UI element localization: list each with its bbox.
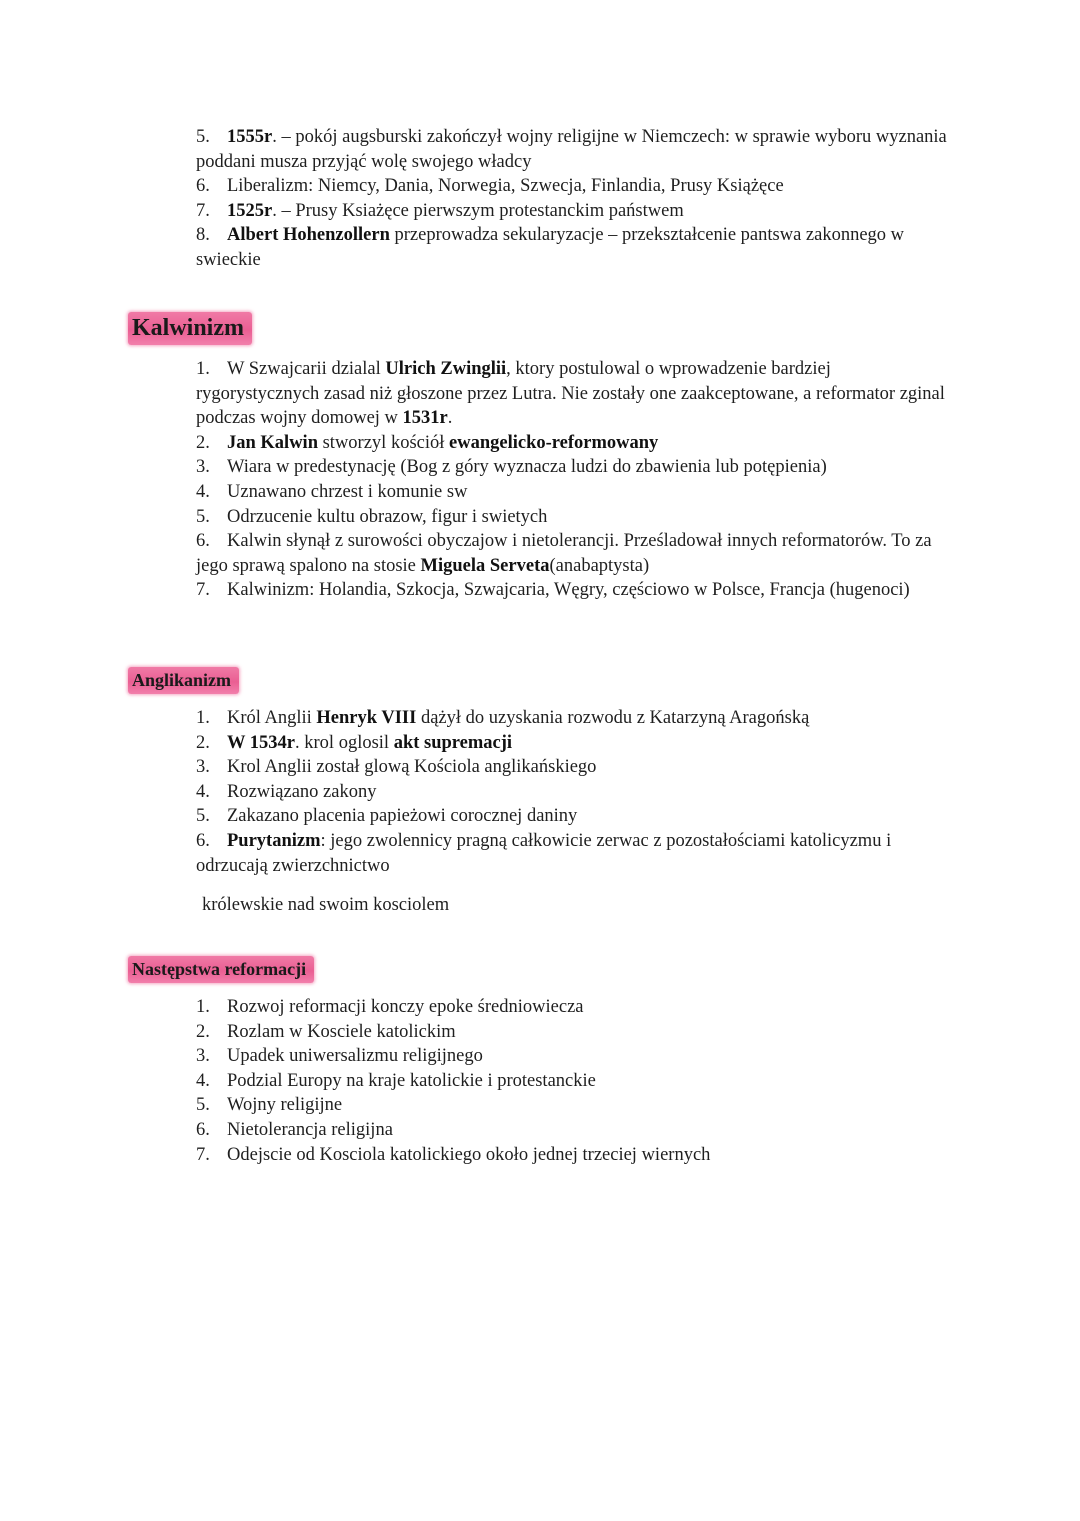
list-item: 2. Rozlam w Kosciele katolickim xyxy=(196,1021,456,1042)
list-item: 8. Albert Hohenzollern przeprowadza sekularyzacje – przekształcenie pantswa zakonnego w swieckie xyxy=(196,225,905,270)
nastepstwa-list xyxy=(196,995,956,1167)
list-item: 3. Upadek uniwersalizmu religijnego xyxy=(196,1046,483,1067)
list-item: 7. Kalwinizm: Holandia, Szkocja, Szwajcaria, Węgry, częściowo w Polsce, Francja (hugenoci) xyxy=(196,580,910,601)
luther-list xyxy=(196,125,956,273)
section-heading-kalwinizm: Kalwinizm xyxy=(128,312,252,345)
anglikanizm-continuation: królewskie nad swoim kosciolem xyxy=(202,895,450,915)
list-item: 6. Kalwin słynął z surowości obyczajow i nietolerancji. Prześladował innych reformatorów. To za jego sprawą spalono na stosie Miguela Serveta(anabaptysta) xyxy=(196,531,932,576)
list-item: 6. Nietolerancja religijna xyxy=(196,1119,393,1140)
list-item: 5. 1555r. – pokój augsburski zakończył wojny religijne w Niemczech: w sprawie wyboru wyznania poddani musza przyjąć wolę swojego władcy xyxy=(196,127,947,172)
list-item: 4. Podzial Europy na kraje katolickie i protestanckie xyxy=(196,1070,596,1091)
list-item: 6. Liberalizm: Niemcy, Dania, Norwegia, Szwecja, Finlandia, Prusy Książęce xyxy=(196,176,784,197)
list-item: 7. 1525r. – Prusy Ksiażęce pierwszym protestanckim państwem xyxy=(196,200,684,221)
list-item: 4. Rozwiązano zakony xyxy=(196,781,377,802)
list-item: 1. W Szwajcarii dzialal Ulrich Zwinglii, ktory postulowal o wprowadzenie bardziej rygorystycznych zasad niż głoszone przez Lutra. Nie zostały one zaakceptowane, a reformator zginal podczas wojny domowej w 1531r. xyxy=(196,359,945,429)
section-heading-nastepstwa: Następstwa reformacji xyxy=(128,956,314,983)
list-item: 1. Król Anglii Henryk VIII dążył do uzyskania rozwodu z Katarzyną Aragońską xyxy=(196,708,810,728)
list-item: 5. Odrzucenie kultu obrazow, figur i swietych xyxy=(196,506,548,527)
section-heading-anglikanizm: Anglikanizm xyxy=(128,667,239,694)
list-item: 1. Rozwoj reformacji konczy epoke średniowiecza xyxy=(196,997,584,1017)
list-item: 3. Krol Anglii został glową Kościola anglikańskiego xyxy=(196,757,597,778)
anglikanizm-list xyxy=(196,706,956,878)
list-item: 7. Odejscie od Kosciola katolickiego około jednej trzeciej wiernych xyxy=(196,1144,711,1165)
list-item: 3. Wiara w predestynację (Bog z góry wyznacza ludzi do zbawienia lub potępienia) xyxy=(196,457,827,478)
list-item: 5. Zakazano placenia papieżowi corocznej daniny xyxy=(196,806,578,827)
list-item: 4. Uznawano chrzest i komunie sw xyxy=(196,481,468,502)
list-item: 2. W 1534r. krol oglosil akt supremacji xyxy=(196,732,513,753)
list-item: 2. Jan Kalwin stworzyl kościół ewangelicko-reformowany xyxy=(196,432,659,453)
kalwinizm-list xyxy=(196,357,956,603)
list-item: 6. Purytanizm: jego zwolennicy pragną całkowicie zerwac z pozostałościami katolicyzmu i odrzucają zwierzchnictwo xyxy=(196,830,892,876)
list-item: 5. Wojny religijne xyxy=(196,1095,343,1116)
